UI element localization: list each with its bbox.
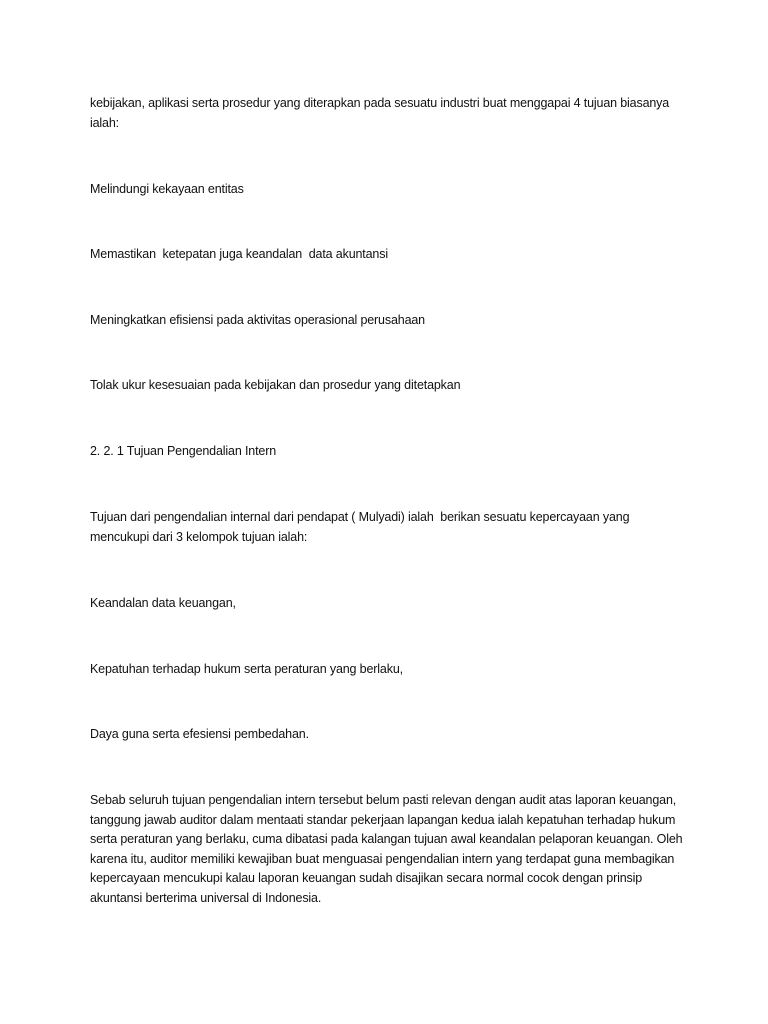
goal-item-1: Keandalan data keuangan, — [90, 596, 236, 610]
intro-paragraph: kebijakan, aplikasi serta prosedur yang diterapkan pada sesuatu industri buat menggapai 4 tujuan biasanya ialah: — [90, 96, 673, 130]
objective-item-4: Tolak ukur kesesuaian pada kebijakan dan prosedur yang ditetapkan — [90, 378, 461, 392]
objective-item-2: Memastikan ketepatan juga keandalan data akuntansi — [90, 247, 388, 261]
objective-item-1: Melindungi kekayaan entitas — [90, 182, 244, 196]
closing-paragraph: Sebab seluruh tujuan pengendalian intern tersebut belum pasti relevan dengan audit atas laporan keuangan, tanggung jawab auditor dalam mentaati standar pekerjaan lapangan kedua ialah kepatuhan terhadap hukum serta peraturan yang berlaku, cuma dibatasi pada kalangan tujuan awal keandalan pelaporan keuangan. Oleh karena itu, auditor memiliki kewajiban buat menguasai pengendalian intern yang terdapat guna membagikan kepercayaan mencukupi kalau laporan keuangan sudah disajikan secara normal cocok dengan prinsip akuntansi berterima universal di Indonesia. — [90, 793, 686, 905]
goal-item-2: Kepatuhan terhadap hukum serta peraturan yang berlaku, — [90, 662, 403, 676]
goal-item-3: Daya guna serta efesiensi pembedahan. — [90, 727, 309, 741]
section-intro-paragraph: Tujuan dari pengendalian internal dari pendapat ( Mulyadi) ialah berikan sesuatu kepercayaan yang mencukupi dari 3 kelompok tujuan ialah: — [90, 510, 633, 544]
objective-item-3: Meningkatkan efisiensi pada aktivitas operasional perusahaan — [90, 313, 425, 327]
section-heading: 2. 2. 1 Tujuan Pengendalian Intern — [90, 444, 277, 458]
